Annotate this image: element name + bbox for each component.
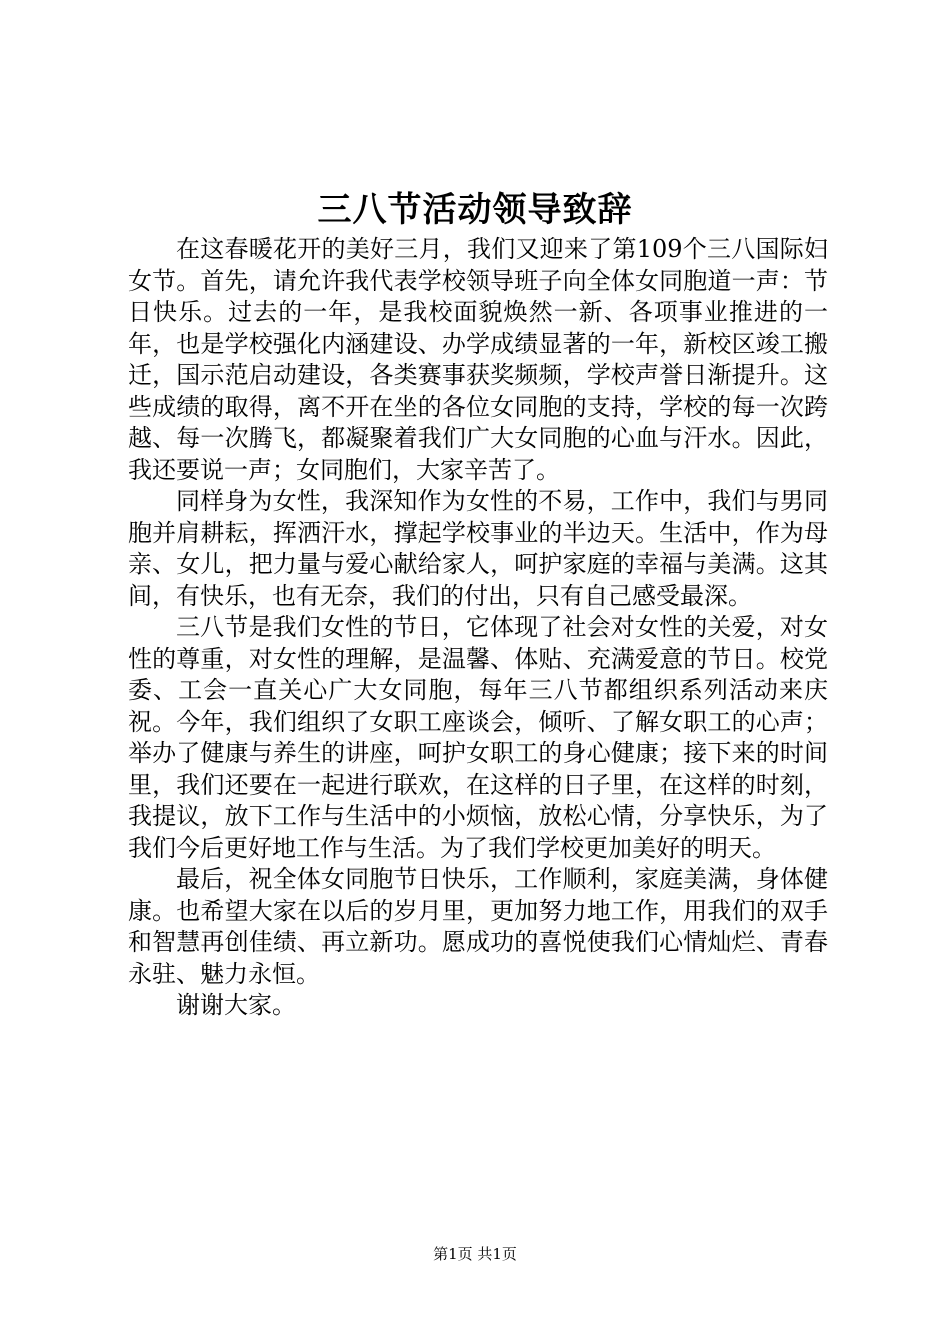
paragraph-2: 同样身为女性，我深知作为女性的不易，工作中，我们与男同胞并肩耕耘，挥洒汗水，撑起学校事业的半边天。生活中，作为母亲、女儿，把力量与爱心献给家人，呵护家庭的幸福与美满。这其间，有快乐，也有无奈，我们的付出，只有自己感受最深。 xyxy=(128,487,828,610)
paragraph-1: 在这春暖花开的美好三月，我们又迎来了第109个三八国际妇女节。首先，请允许我代表学校领导班子向全体女同胞道一声：节日快乐。过去的一年，是我校面貌焕然一新、各项事业推进的一年，也是学校强化内涵建设、办学成绩显著的一年，新校区竣工搬迁，国示范启动建设，各类赛事获奖频频，学校声誉日渐提升。这些成绩的取得，离不开在坐的各位女同胞的支持，学校的每一次跨越、每一次腾飞，都凝聚着我们广大女同胞的心血与汗水。因此，我还要说一声；女同胞们，大家辛苦了。 xyxy=(128,235,828,484)
paragraph-3: 三八节是我们女性的节日，它体现了社会对女性的关爱，对女性的尊重，对女性的理解，是温馨、体贴、充满爱意的节日。校党委、工会一直关心广大女同胞，每年三八节都组织系列活动来庆祝。今年，我们组织了女职工座谈会，倾听、了解女职工的心声；举办了健康与养生的讲座，呵护女职工的身心健康；接下来的时间里，我们还要在一起进行联欢，在这样的日子里，在这样的时刻，我提议，放下工作与生活中的小烦恼，放松心情，分享快乐，为了我们今后更好地工作与生活。为了我们学校更加美好的明天。 xyxy=(128,613,828,862)
paragraph-4: 最后，祝全体女同胞节日快乐，工作顺利，家庭美满，身体健康。也希望大家在以后的岁月里，更加努力地工作，用我们的双手和智慧再创佳绩、再立新功。愿成功的喜悦使我们心情灿烂、青春永驻、魅力永恒。 xyxy=(128,865,828,988)
paragraph-5: 谢谢大家。 xyxy=(176,991,296,1019)
document-title: 三八节活动领导致辞 xyxy=(317,190,633,230)
document-body xyxy=(128,234,828,1022)
page-number-footer: 第1页 共1页 xyxy=(433,1245,517,1263)
